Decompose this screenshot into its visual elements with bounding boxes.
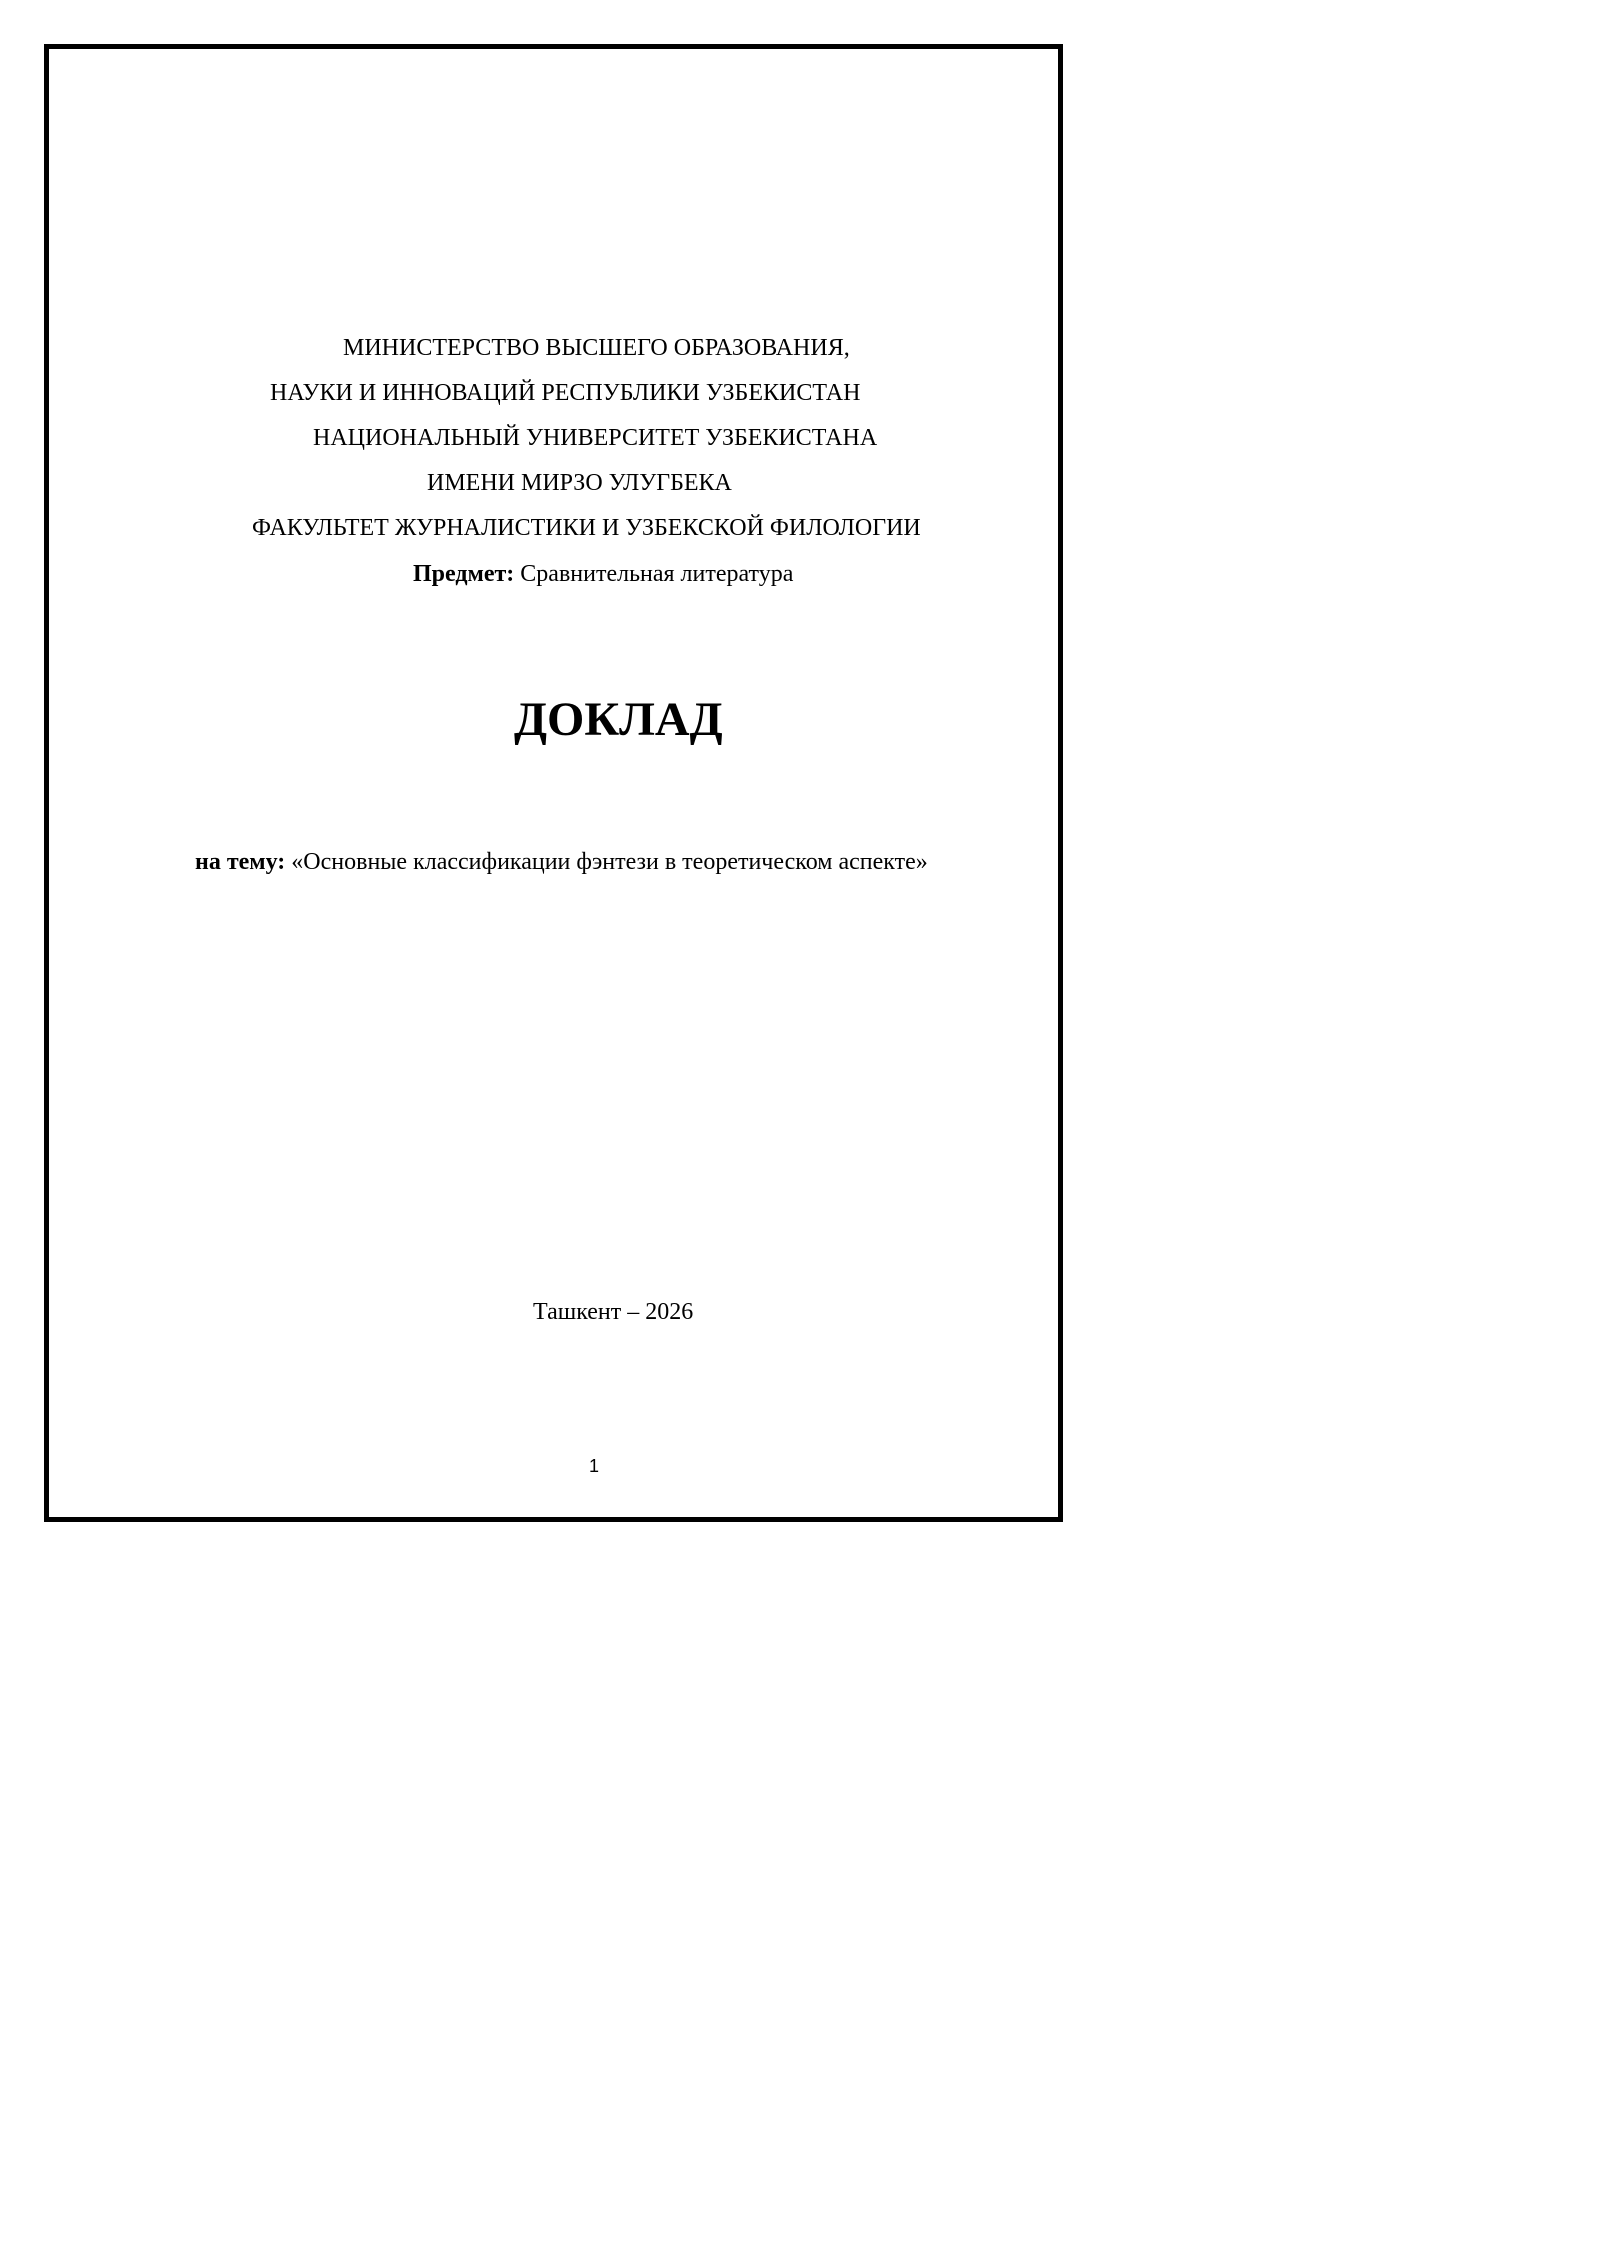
- topic-line: [195, 848, 928, 876]
- faculty-line: ФАКУЛЬТЕТ ЖУРНАЛИСТИКИ И УЗБЕКСКОЙ ФИЛОЛОГИИ: [252, 515, 921, 541]
- page-number: 1: [589, 1456, 600, 1476]
- subject-value: Сравнительная литература: [520, 561, 794, 587]
- topic-label: на тему:: [195, 849, 286, 875]
- document-title: ДОКЛАД: [514, 693, 723, 746]
- subject-label: Предмет:: [413, 561, 515, 587]
- ministry-line-2: НАУКИ И ИННОВАЦИЙ РЕСПУБЛИКИ УЗБЕКИСТАН: [270, 380, 861, 406]
- place-year: Ташкент – 2026: [533, 1299, 694, 1325]
- ministry-line-1: МИНИСТЕРСТВО ВЫСШЕГО ОБРАЗОВАНИЯ,: [343, 335, 850, 361]
- subject-line: [413, 560, 793, 588]
- topic-value: «Основные классификации фэнтези в теоретическом аспекте»: [291, 849, 928, 875]
- university-line-2: ИМЕНИ МИРЗО УЛУГБЕКА: [427, 470, 732, 496]
- university-line-1: НАЦИОНАЛЬНЫЙ УНИВЕРСИТЕТ УЗБЕКИСТАНА: [313, 425, 878, 451]
